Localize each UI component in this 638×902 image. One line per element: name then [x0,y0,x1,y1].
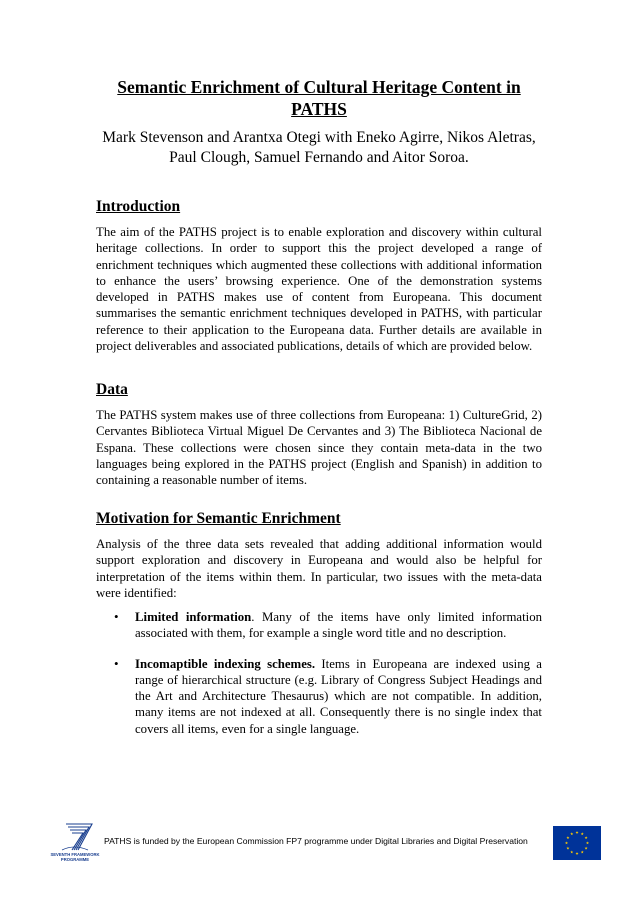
list-item [96,609,542,642]
section-heading-data: Data [96,381,128,398]
eu-flag-icon [553,826,601,860]
issues-list [96,609,542,737]
introduction-paragraph: The aim of the PATHS project is to enable exploration and discovery within cultural heritage collections. In order to support this the project developed a range of enrichment techniques which augmented these collections with additional information to enhance the users’ browsing experience. One of the demonstration systems developed in PATHS makes use of content from Europeana. This document summarises the semantic enrichment techniques developed in PATHS, with particular reference to their application to the Europeana data. Further details are available in project deliverables and associated publications, details of which are provided below. [96,225,542,354]
bullet-text: . Many of the items have only limited information associated with them, for example a single word title and no description. [135,610,542,641]
fp7-caption-line: SEVENTH FRAMEWORK [50,852,100,857]
motivation-paragraph: Analysis of the three data sets revealed that adding additional information would support exploration and discovery in Europeana and would also be helpful for interpretation of the items within them. In particular, two issues with the meta-data were identified: [96,537,542,600]
bullet-text: Items in Europeana are indexed using a range of hierarchical structure (e.g. Library of Congress Subject Headings and the Art and Architecture Thesaurus) which are not compatible. In addition, many items are not indexed at all. Consequently there is no single index that covers all items, even for a single language. [135,656,542,736]
funding-statement: PATHS is funded by the European Commission FP7 programme under Digital Libraries and Digital Preservation [104,836,528,846]
fp7-caption-line: PROGRAMME [60,857,90,862]
bullet-term: Incomaptible indexing schemes. [135,656,316,671]
list-item [96,656,542,737]
author-list: Mark Stevenson and Arantxa Otegi with Eneko Agirre, Nikos Aletras, Paul Clough, Samuel Fernando and Aitor Soroa. [102,129,536,166]
section-heading-motivation: Motivation for Semantic Enrichment [96,510,341,527]
document-title: Semantic Enrichment of Cultural Heritage Content in PATHS [117,77,521,119]
fp7-caption [46,852,104,862]
page-footer [0,818,638,868]
data-paragraph: The PATHS system makes use of three collections from Europeana: 1) CultureGrid, 2) Cervantes Biblioteca Virtual Miguel De Cervantes and 3) The Biblioteca Nacional de Espana. These collections were chosen since they contain meta-data in the two languages being explored in the PATHS project (English and Spanish) in addition to containing a reasonable number of items. [96,408,542,488]
bullet-icon: • [114,609,119,624]
bullet-icon: • [114,655,119,671]
section-heading-introduction: Introduction [96,198,181,215]
bullet-term: Limited information [135,610,252,624]
